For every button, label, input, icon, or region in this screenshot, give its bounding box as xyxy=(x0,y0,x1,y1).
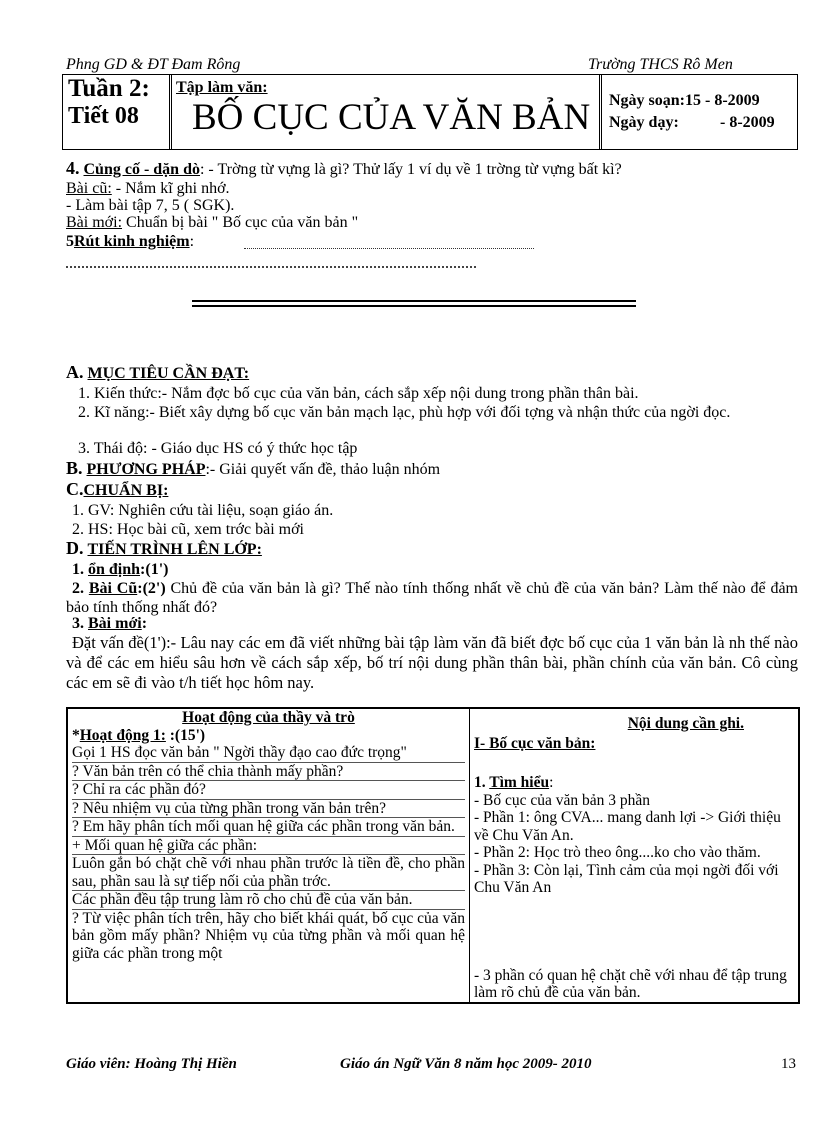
content-sub-heading xyxy=(474,774,794,792)
section-b-heading xyxy=(66,459,440,479)
consolidation-line xyxy=(66,159,622,179)
dotted-fill-line xyxy=(66,266,476,268)
section-number: 5 xyxy=(66,233,74,250)
content-line: - Phần 1: ông CVA... mang danh lợi -> Giới thiệu về Chu Văn An. xyxy=(474,809,781,844)
content-summary: - 3 phần có quan hệ chặt chẽ với nhau để tập trung làm rõ chủ đề của văn bản. xyxy=(474,966,787,1001)
review-text: Chủ đề của văn bản là gì? Thế nào tính thống nhất về chủ đề của văn bản? Làm thế nào để đảm bảo tính thống nhất đó? xyxy=(66,580,798,616)
section-letter: C. xyxy=(66,479,84,499)
week-label: Tuần 2: xyxy=(68,75,150,102)
experience-line xyxy=(66,232,194,251)
header-divider xyxy=(169,75,172,149)
new-lesson-heading xyxy=(72,614,147,633)
teacher-student-column xyxy=(67,708,470,1003)
new-lesson-label: Bài mới xyxy=(88,615,142,632)
right-column-header: Nội dung cần ghi. xyxy=(627,715,744,732)
lesson-title: BỐ CỤC CỦA VĂN BẢN xyxy=(192,97,591,138)
left-row: ? Nêu nhiệm vụ của từng phần trong văn bản trên? xyxy=(72,800,465,819)
left-row: ? Em hãy phân tích mối quan hệ giữa các phần trong văn bản. xyxy=(72,818,465,837)
left-row: ? Từ việc phân tích trên, hãy cho biết khái quát, bố cục của văn bản gồm mấy phần? Nhiệm vụ của từng phần và mối quan hệ giữa các phần trong một xyxy=(72,909,465,962)
section-c-heading xyxy=(66,480,168,500)
step-number: 2. xyxy=(72,580,84,597)
activity-heading xyxy=(72,727,465,745)
section-title: CHUẨN BỊ: xyxy=(83,482,169,499)
content-section-title: I- Bố cục văn bản: xyxy=(474,734,596,752)
school-name: Trường THCS Rô Men xyxy=(588,56,733,73)
section-letter: D. xyxy=(66,538,84,558)
new-lesson-text: Chuẩn bị bài " Bố cục của văn bản " xyxy=(122,214,359,231)
left-row: ? Văn bản trên có thể chia thành mấy phần? xyxy=(72,763,465,782)
left-row: Các phần đều tập trung làm rõ cho chủ đề của văn bản. xyxy=(72,891,465,910)
section-d-heading xyxy=(66,539,262,559)
department-name: Phng GD & ĐT Đam Rông xyxy=(66,56,241,73)
new-lesson-line xyxy=(66,213,358,232)
intro-paragraph: Đặt vấn đề(1'):- Lâu nay các em đã viết những bài tập làm văn đã biết đợc bố cục của 1 văn bản là nh thế nào và để các em hiểu sâu hơn về cách sắp xếp, bố trí nội dung phần thân bài, phần chính của văn bản. Cô cùng các em sẽ đi vào t/h tiết học hôm nay. xyxy=(66,633,798,692)
stabilize-line xyxy=(72,560,168,579)
left-row: Gọi 1 HS đọc văn bản " Ngời thầy đạo cao đức trọng" xyxy=(72,744,465,763)
old-lesson-text: - Nắm kĩ ghi nhớ. xyxy=(111,180,230,197)
content-section-heading xyxy=(474,735,794,753)
content-line: - Phần 2: Học trò theo ông....ko cho vào thăm. xyxy=(474,844,761,861)
consolidation-text: : - Trờng từ vựng là gì? Thử lấy 1 ví dụ về 1 trờng từ vựng bất kì? xyxy=(199,161,622,178)
left-row: ? Chỉ ra các phần đó? xyxy=(72,781,465,800)
left-column-header: Hoạt động của thầy và trò xyxy=(182,709,355,726)
left-row: Luôn gắn bó chặt chẽ với nhau phần trước là tiền đề, cho phần sau, phần sau là sự tiếp nối của phần trớc. xyxy=(72,855,465,890)
method-text: :- Giải quyết vấn đề, thảo luận nhóm xyxy=(205,461,441,478)
experience-label: Rút kinh nghiệm xyxy=(74,233,190,250)
attitude-line: 3. Thái độ: - Giáo dục HS có ý thức học tập xyxy=(78,440,358,457)
section-letter: A. xyxy=(66,362,84,382)
activity-table xyxy=(66,707,800,1004)
sub-title: Tìm hiểu xyxy=(489,774,550,791)
sub-number: 1. xyxy=(474,774,486,791)
stabilize-label: ổn định xyxy=(88,561,141,578)
teach-date-value: - 8-2009 xyxy=(720,114,775,131)
knowledge-line: 1. Kiến thức:- Nắm đợc bố cục của văn bản, cách sắp xếp nội dung trong phần thân bài. xyxy=(78,385,639,402)
page-number: 13 xyxy=(781,1056,796,1072)
experience-tail: : xyxy=(189,233,195,250)
section-a-heading xyxy=(66,363,249,383)
section-number: 4. xyxy=(66,158,80,178)
period-label: Tiết 08 xyxy=(68,103,139,129)
exercise-line: - Làm bài tập 7, 5 ( SGK). xyxy=(66,197,235,214)
teacher-prep-line: 1. GV: Nghiên cứu tài liệu, soạn giáo án. xyxy=(72,502,334,519)
section-letter: B. xyxy=(66,458,83,478)
sub-colon: : xyxy=(549,774,554,791)
header-divider xyxy=(599,75,602,149)
old-lesson-review xyxy=(66,579,798,617)
content-column xyxy=(470,708,800,1003)
left-row: + Mối quan hệ giữa các phần: xyxy=(72,837,465,856)
review-label: Bài Cũ xyxy=(88,580,138,597)
prep-date: Ngày soạn:15 - 8-2009 xyxy=(609,92,760,109)
step-number: 1. xyxy=(72,561,84,578)
stabilize-time: :(1') xyxy=(140,561,169,578)
dotted-fill-line xyxy=(244,248,534,249)
new-lesson-colon: : xyxy=(141,615,148,632)
subject-label: Tập làm văn: xyxy=(176,79,268,96)
section-title: MỤC TIÊU CẦN ĐẠT: xyxy=(87,365,250,382)
old-lesson-label: Bài cũ: xyxy=(66,180,112,197)
step-number: 3. xyxy=(72,615,84,632)
skill-line: 2. Kĩ năng:- Biết xây dựng bố cục văn bản mạch lạc, phù hợp với đối tợng và nhận thức của ngời đọc. xyxy=(78,404,731,421)
activity-time: :(15') xyxy=(165,726,206,744)
separator-rule xyxy=(192,300,636,307)
activity-star: * xyxy=(72,726,80,744)
section-title: PHƯƠNG PHÁP xyxy=(86,461,206,478)
content-line: - Phần 3: Còn lại, Tình cảm của mọi ngời đối với Chu Văn An xyxy=(474,861,779,896)
footer-teacher: Giáo viên: Hoàng Thị Hiền xyxy=(66,1056,237,1072)
content-line: - Bố cục của văn bản 3 phần xyxy=(474,791,651,809)
student-prep-line: 2. HS: Học bài cũ, xem trớc bài mới xyxy=(72,521,304,538)
section-title: TIẾN TRÌNH LÊN LỚP: xyxy=(87,541,262,558)
consolidation-label: Củng cố - dặn dò xyxy=(83,161,200,178)
new-lesson-label: Bài mới: xyxy=(66,214,123,231)
teach-date-label: Ngày dạy: xyxy=(609,114,679,131)
activity-label: Hoạt động 1: xyxy=(79,726,166,744)
footer-course: Giáo án Ngữ Văn 8 năm học 2009- 2010 xyxy=(340,1056,592,1072)
review-time: :(2') xyxy=(137,580,166,597)
